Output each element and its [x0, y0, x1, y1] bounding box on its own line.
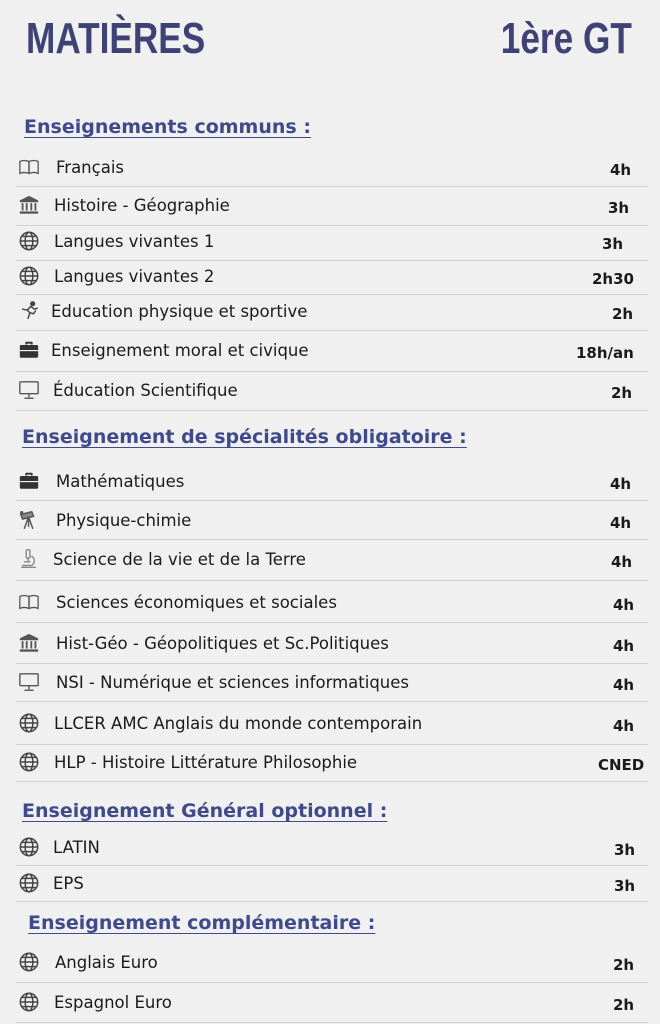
subject-hours: 4h	[610, 475, 632, 493]
subject-label: Education physique et sportive	[51, 302, 308, 321]
subject-hours: 2h30	[592, 270, 634, 288]
subject-hours: 4h	[611, 553, 633, 571]
subject-row	[16, 333, 648, 372]
subject-label: Langues vivantes 1	[54, 232, 215, 251]
subject-row	[16, 152, 648, 187]
briefcase-icon	[18, 470, 42, 494]
subject-label: EPS	[53, 874, 84, 893]
subject-label: Hist-Géo - Géopolitiques et Sc.Politiques	[56, 634, 389, 653]
subject-row	[16, 869, 648, 902]
subject-row	[16, 262, 648, 295]
subject-row	[16, 627, 648, 664]
subject-hours: 2h	[612, 305, 634, 323]
globe-icon	[18, 991, 42, 1015]
monitor-icon	[18, 671, 42, 695]
globe-icon	[18, 951, 42, 975]
section-heading: Enseignement complémentaire :	[28, 912, 376, 934]
microscope-icon	[18, 548, 42, 572]
subject-label: Science de la vie et de la Terre	[53, 550, 306, 569]
subject-row	[16, 833, 648, 866]
subject-hours: 2h	[613, 996, 635, 1014]
subject-hours: 4h	[613, 596, 635, 614]
subject-label: Français	[56, 158, 125, 177]
institution-icon	[18, 632, 42, 656]
subject-hours: 2h	[611, 384, 633, 402]
globe-icon	[18, 872, 42, 896]
subject-hours: 4h	[613, 637, 635, 655]
subject-row	[16, 296, 648, 331]
telescope-icon	[18, 509, 42, 533]
subject-hours: 4h	[613, 717, 635, 735]
subject-label: Histoire - Géographie	[54, 196, 230, 215]
subject-row	[16, 946, 648, 983]
book-icon	[18, 156, 42, 180]
subject-row	[16, 189, 648, 226]
subject-label: Sciences économiques et sociales	[56, 593, 337, 612]
subject-label: LATIN	[53, 838, 100, 857]
subject-row	[16, 706, 648, 745]
subject-hours: 4h	[610, 161, 632, 179]
globe-icon	[18, 836, 42, 860]
subject-label: Physique-chimie	[56, 511, 192, 530]
subject-label: NSI - Numérique et sciences informatiques	[56, 673, 409, 692]
section-heading: Enseignement Général optionnel :	[22, 800, 388, 822]
globe-icon	[18, 751, 42, 775]
section-heading: Enseignements communs :	[24, 116, 311, 138]
page-title: MATIÈRES	[26, 14, 206, 63]
subject-label: Anglais Euro	[55, 953, 158, 972]
subject-hours: CNED	[598, 756, 645, 774]
subject-label: Espagnol Euro	[54, 993, 172, 1012]
briefcase-icon	[18, 339, 42, 363]
monitor-icon	[18, 379, 42, 403]
subject-hours: 4h	[613, 676, 635, 694]
subject-label: Langues vivantes 2	[54, 267, 215, 286]
subject-hours: 4h	[610, 514, 632, 532]
subject-row	[16, 542, 648, 581]
book-icon	[18, 591, 42, 615]
subject-hours: 3h	[608, 199, 630, 217]
institution-icon	[18, 194, 42, 218]
subject-row	[16, 505, 648, 540]
globe-icon	[18, 712, 42, 736]
subject-row	[16, 374, 648, 411]
runner-icon	[18, 300, 42, 324]
subject-hours: 3h	[602, 235, 624, 253]
subject-label: Éducation Scientifique	[53, 381, 238, 400]
subject-label: Enseignement moral et civique	[51, 341, 309, 360]
subject-hours: 3h	[614, 841, 636, 859]
subject-label: Mathématiques	[56, 472, 185, 491]
section-heading: Enseignement de spécialités obligatoire :	[22, 426, 467, 448]
subject-label: LLCER AMC Anglais du monde contemporain	[54, 714, 423, 733]
subject-hours: 3h	[614, 877, 636, 895]
subject-row	[16, 986, 648, 1023]
subject-hours: 2h	[613, 956, 635, 974]
globe-icon	[18, 230, 42, 254]
subject-row	[16, 466, 648, 501]
subject-label: HLP - Histoire Littérature Philosophie	[54, 753, 358, 772]
subject-row	[16, 226, 648, 261]
subject-row	[16, 586, 648, 623]
subject-row	[16, 747, 648, 782]
globe-icon	[18, 265, 42, 289]
subject-row	[16, 667, 648, 702]
grade-label: 1ère GT	[500, 14, 632, 63]
subject-hours: 18h/an	[576, 344, 634, 362]
